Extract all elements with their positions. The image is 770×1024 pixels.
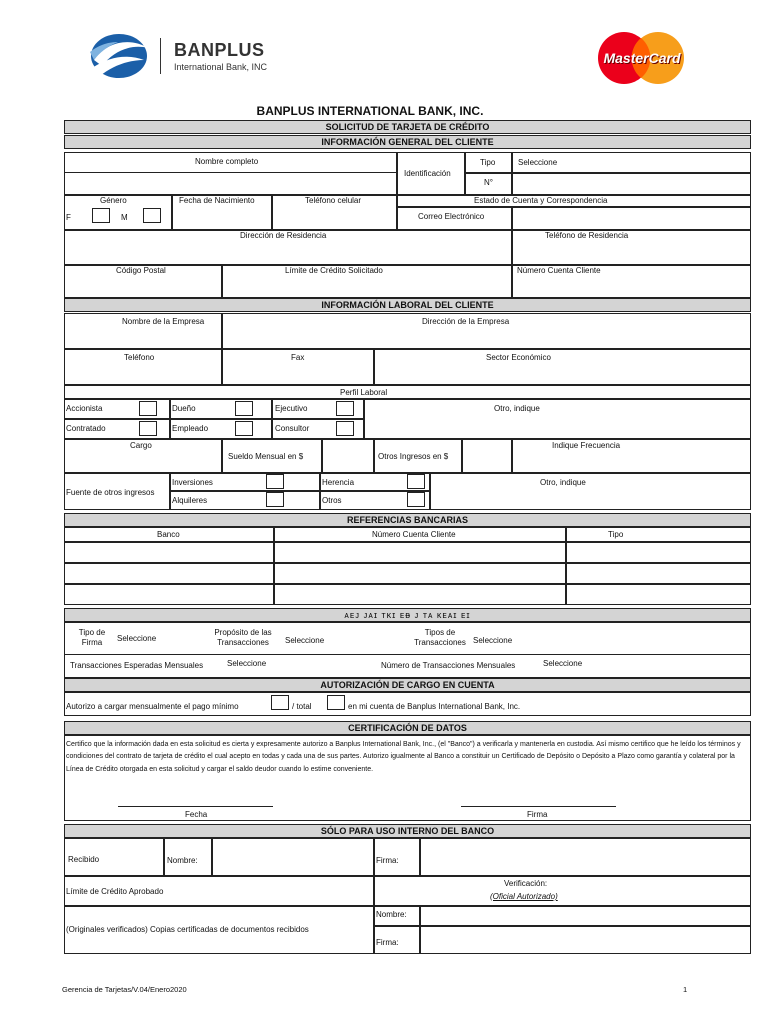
direccion-residencia-label: Dirección de Residencia (240, 231, 327, 240)
nombre-empresa-label: Nombre de la Empresa (122, 317, 205, 326)
tipos-transacciones-label: Tipos de Transacciones (414, 628, 466, 647)
sector-label: Sector Económico (486, 353, 551, 362)
herencia-label: Herencia (322, 478, 355, 487)
pago-minimo-checkbox[interactable] (271, 695, 289, 710)
oficial-label: (Oficial Autorizado) (490, 892, 558, 901)
tipo-firma-select[interactable]: Seleccione (117, 634, 157, 643)
correo-field[interactable] (512, 207, 751, 230)
section-ref-bancarias: REFERENCIAS BANCARIAS (64, 513, 751, 527)
section-info-laboral: INFORMACIÓN LABORAL DEL CLIENTE (64, 298, 751, 312)
section-uso-interno: SÓLO PARA USO INTERNO DEL BANCO (64, 824, 751, 838)
section-info-general: INFORMACIÓN GENERAL DEL CLIENTE (64, 135, 751, 149)
page-title: BANPLUS INTERNATIONAL BANK, INC. (256, 104, 484, 118)
otros-checkbox[interactable] (407, 492, 425, 507)
tipo-firma-label: Tipo de Firma (78, 628, 106, 647)
perfil-laboral-label: Perfil Laboral (340, 388, 388, 397)
contratado-label: Contratado (66, 424, 106, 433)
verif-firma-field[interactable] (420, 926, 751, 954)
dueno-checkbox[interactable] (235, 401, 253, 416)
ref-row-3-tipo[interactable] (566, 584, 751, 605)
mastercard-wordmark: MasterCard (603, 50, 681, 66)
consultor-label: Consultor (275, 424, 310, 433)
proposito-label: Propósito de las Transacciones (214, 628, 272, 647)
fecha-nacimiento-label: Fecha de Nacimiento (179, 196, 255, 205)
page-number: 1 (683, 985, 688, 994)
verif-firma-label: Firma: (376, 938, 399, 947)
frecuencia-label: Indique Frecuencia (552, 441, 621, 450)
empleado-label: Empleado (172, 424, 209, 433)
fecha-label: Fecha (185, 810, 208, 819)
num-transacciones-select[interactable]: Seleccione (543, 659, 583, 668)
proposito-select[interactable]: Seleccione (285, 636, 325, 645)
verif-nombre-label: Nombre: (376, 910, 407, 919)
recibido-label: Recibido (68, 855, 100, 864)
alquileres-label: Alquileres (172, 496, 208, 505)
verificacion-label: Verificación: (504, 879, 548, 888)
sueldo-field[interactable] (322, 439, 374, 473)
section-garbled-header: ᴀᴇᴊ ᴊᴀɪ ᴛᴋɪ ᴇᴃ ᴊ ᴛᴀ ᴋᴇᴀɪ ᴇɪ (64, 608, 751, 622)
telefono-empresa-label: Teléfono (124, 353, 155, 362)
originales-label: (Originales verificados) Copias certificadas de documentos recibidos (66, 925, 309, 934)
perfil-laboral-header (64, 385, 751, 399)
numero-cuenta-label: Número Cuenta Cliente (517, 266, 601, 275)
cargo-label: Cargo (130, 441, 152, 450)
contratado-checkbox[interactable] (139, 421, 157, 436)
ref-row-2-banco[interactable] (64, 563, 274, 584)
recibido-nombre-field[interactable] (212, 838, 374, 876)
ejecutivo-checkbox[interactable] (336, 401, 354, 416)
fuente-label: Fuente de otros ingresos (66, 488, 155, 497)
otros-ingresos-field[interactable] (462, 439, 512, 473)
dueno-label: Dueño (172, 404, 196, 413)
section-solicitud: SOLICITUD DE TARJETA DE CRÉDITO (64, 120, 751, 134)
ref-row-2-cuenta[interactable] (274, 563, 566, 584)
ref-header-tipo (566, 527, 751, 542)
otro-fuente-label: Otro, indique (540, 478, 586, 487)
banplus-swirl-icon (88, 30, 150, 82)
otros-label: Otros (322, 496, 342, 505)
ejecutivo-label: Ejecutivo (275, 404, 308, 413)
nombre-completo-label: Nombre completo (195, 157, 259, 166)
genero-m-checkbox[interactable] (143, 208, 161, 223)
total-label: / total (292, 702, 312, 711)
otro-fuente-field[interactable] (430, 473, 751, 510)
section-autorizacion: AUTORIZACIÓN DE CARGO EN CUENTA (64, 678, 751, 692)
tipo-label: Tipo (480, 158, 496, 167)
fax-label: Fax (291, 353, 305, 362)
logo-subtitle: International Bank, INC (174, 62, 268, 72)
sector-field[interactable] (374, 349, 751, 385)
numero-id-label: N° (484, 178, 493, 187)
telefono-residencia-label: Teléfono de Residencia (545, 231, 629, 240)
recibido-nombre-label: Nombre: (167, 856, 198, 865)
accionista-checkbox[interactable] (139, 401, 157, 416)
otro-perfil-field[interactable] (364, 399, 751, 439)
ref-row-3-banco[interactable] (64, 584, 274, 605)
verificacion-cell (374, 876, 751, 906)
correo-label: Correo Electrónico (418, 212, 485, 221)
codigo-postal-label: Código Postal (116, 266, 166, 275)
otros-ingresos-label: Otros Ingresos en $ (378, 452, 449, 461)
recibido-firma-field[interactable] (420, 838, 751, 876)
herencia-checkbox[interactable] (407, 474, 425, 489)
alquileres-checkbox[interactable] (266, 492, 284, 507)
limite-solicitado-label: Límite de Crédito Solicitado (285, 266, 383, 275)
ref-tipo-label: Tipo (608, 530, 624, 539)
recibido-firma-label: Firma: (376, 856, 399, 865)
inversiones-label: Inversiones (172, 478, 213, 487)
ref-banco-label: Banco (157, 530, 180, 539)
transacciones-divider (64, 654, 751, 655)
identificacion-label: Identificación (404, 169, 451, 178)
footer-version: Gerencia de Tarjetas/V.04/Enero2020 (62, 985, 187, 994)
consultor-checkbox[interactable] (336, 421, 354, 436)
ref-row-1-banco[interactable] (64, 542, 274, 563)
tipos-transacciones-select[interactable]: Seleccione (473, 636, 513, 645)
direccion-empresa-label: Dirección de la Empresa (422, 317, 510, 326)
genero-f-checkbox[interactable] (92, 208, 110, 223)
verif-nombre-field[interactable] (420, 906, 751, 926)
trans-esperadas-label: Transacciones Esperadas Mensuales (70, 661, 204, 670)
otro-perfil-label: Otro, indique (494, 404, 540, 413)
mastercard-logo (594, 30, 690, 86)
inversiones-checkbox[interactable] (266, 474, 284, 489)
logo-name: BANPLUS (174, 40, 265, 60)
genero-f-label: F (66, 213, 71, 222)
nombre-divider (64, 172, 397, 173)
frecuencia-field[interactable] (512, 439, 751, 473)
en-mi-cuenta-label: en mi cuenta de Banplus International Bank, Inc. (348, 702, 521, 711)
section-certificacion: CERTIFICACIÓN DE DATOS (64, 721, 751, 735)
empleado-checkbox[interactable] (235, 421, 253, 436)
ref-cuenta-label: Número Cuenta Cliente (372, 530, 456, 539)
numero-id-field[interactable] (512, 173, 751, 195)
sueldo-label: Sueldo Mensual en $ (228, 452, 304, 461)
autorizo-label: Autorizo a cargar mensualmente el pago mínimo (66, 702, 239, 711)
genero-label: Género (100, 196, 127, 205)
firma-label: Firma (527, 810, 548, 819)
ref-row-3-cuenta[interactable] (274, 584, 566, 605)
fecha-signature-line (118, 806, 273, 807)
banplus-logo (88, 30, 278, 82)
certificacion-text: Certifico que la información dada en esta solicitud es cierta y expresamente autorizo a Banplus International Bank, Inc., (el "Banco") a verificarla y mantenerla en custodia. Así mismo certifico que he leído los términos y condiciones del contrato de tarjeta de crédito el cual acepto en todas y cada una de sus partes. Autorizo igualmente al Banco a constituir un Certificado de Depósito o Depósito a Plazo como garantía y colateral por la Línea de Crédito otorgada en esta solicitud y cargar el saldo deudor cuando lo estime conveniente. (66, 741, 741, 773)
trans-esperadas-select[interactable]: Seleccione (227, 659, 267, 668)
ref-row-1-tipo[interactable] (566, 542, 751, 563)
tipo-id-select-value: Seleccione (518, 158, 558, 167)
genero-m-label: M (121, 213, 128, 222)
estado-cuenta-label: Estado de Cuenta y Correspondencia (474, 196, 608, 205)
firma-signature-line (461, 806, 616, 807)
accionista-label: Accionista (66, 404, 103, 413)
logo-divider (160, 38, 161, 74)
ref-row-1-cuenta[interactable] (274, 542, 566, 563)
telefono-celular-label: Teléfono celular (305, 196, 362, 205)
limite-aprobado-label: Límite de Crédito Aprobado (66, 887, 164, 896)
num-transacciones-label: Número de Transacciones Mensuales (381, 661, 516, 670)
pago-total-checkbox[interactable] (327, 695, 345, 710)
ref-row-2-tipo[interactable] (566, 563, 751, 584)
